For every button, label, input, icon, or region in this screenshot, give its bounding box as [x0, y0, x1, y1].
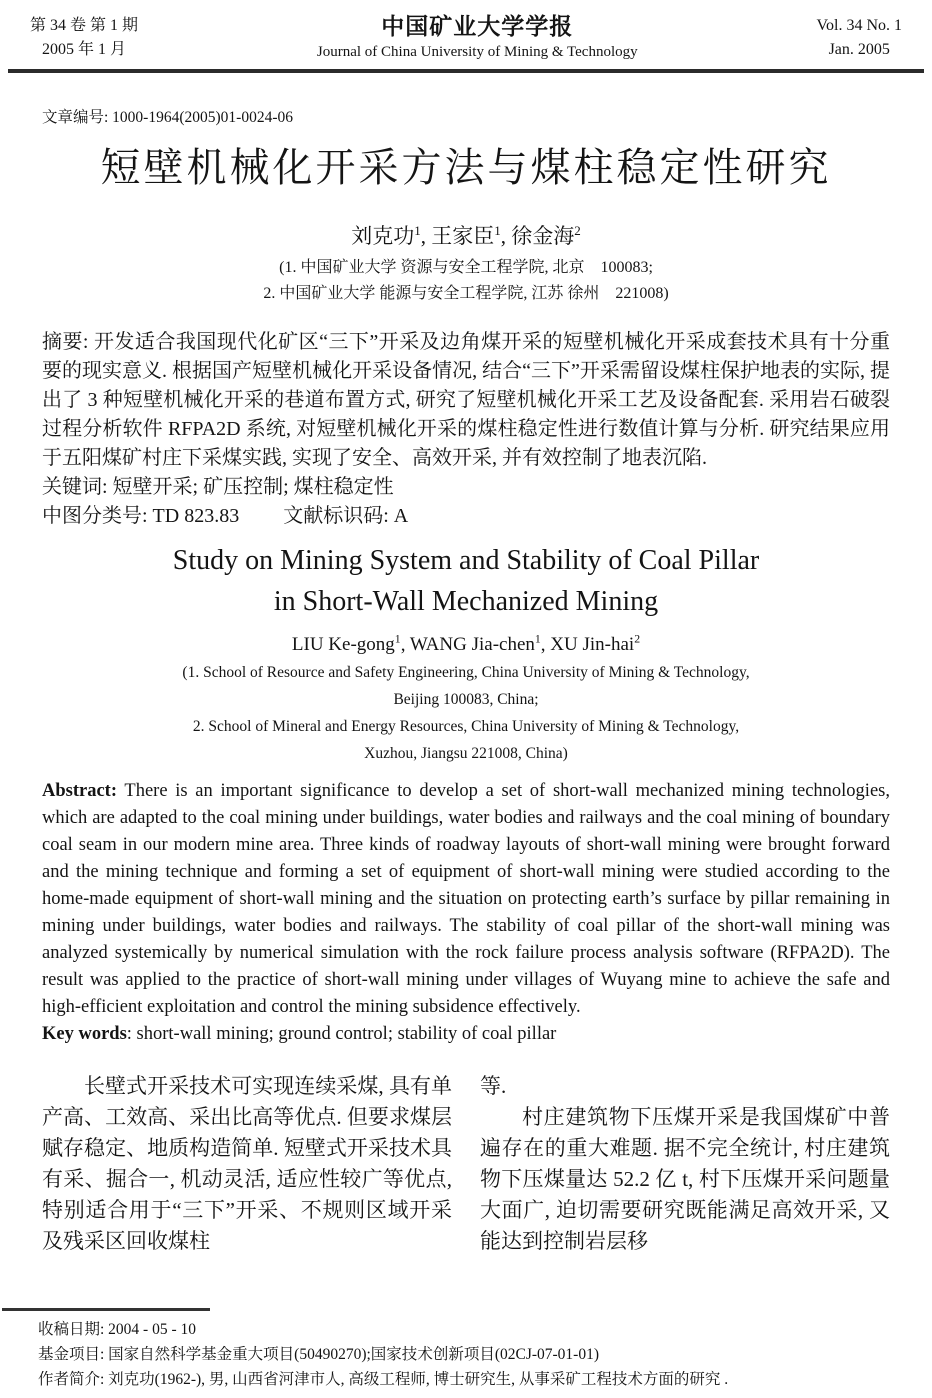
abstract-text-cn: 开发适合我国现代化矿区“三下”开采及边角煤开采的短壁机械化开采成套技术具有十分重要的现实意义. 根据国产短壁机械化开采设备情况, 结合“三下”开采需留设煤柱保护地表的实际, 提出了 3 种短壁机械化开采的巷道布置方式, 研究了短壁机械化开采工艺及设备配套. 采用岩石破裂过程分析软件 RFPA2D 系统, 对短壁机械化开采的煤柱稳定性进行数值计算与分析. 研究结果应用于五阳煤矿村庄下采煤实践, 实现了安全、高效开采, 并有效控制了地表沉陷. [42, 331, 890, 469]
date-cn: 2005 年 1 月 [42, 41, 127, 58]
affiliations-en [42, 659, 890, 767]
body-paragraph: 长壁式开采技术可实现连续采煤, 具有单产高、工效高、采出比高等优点. 但要求煤层赋存稳定、地质构造简单. 短壁式开采技术具有采、掘合一, 机动灵活, 适应性较广等优点, 特别适合用于“三下”开采、不规则区域开采及残采区回收煤柱 [42, 1074, 452, 1254]
keywords-text-en: : short-wall mining; ground control; stability of coal pillar [126, 1024, 557, 1045]
abstract-text-en: There is an important significance to develop a set of short-wall mechanized mining technologies, which are adapted to the coal mining under buildings, water bodies and railways and the coal mining of boundary coal seam in our modern mine area. Three kinds of roadway layouts of short-wall mining were brought forward and the mining technique and forming a set of equipment of short-wall mining were studied according to the home-made equipment of short-wall mining and the situation on protecting earth’s surface by pillar remaining in mining under buildings, water bodies and railways. The stability of coal pillar of the short-wall mining was analyzed systemically by numerical simulation with the rock failure process analysis software (RFPA2D). The result was applied to the practice of short-wall mining under villages of Wuyang mine to achieve the safe and high-efficient exploitation and control the mining subsidence effectively. [42, 781, 890, 1018]
abstract-en [42, 778, 890, 1021]
affiliation-en-line: Xuzhou, Jiangsu 221008, China) [364, 745, 568, 763]
author-en: LIU Ke-gong$^1$ [291, 633, 401, 656]
author-separator: , [400, 634, 410, 656]
author-affil-marker: 1 [414, 223, 421, 238]
author-affil-marker: 1 [534, 633, 541, 646]
keywords-en [42, 1021, 890, 1048]
paper-title-en-line1: Study on Mining System and Stability of Coal Pillar [172, 545, 760, 576]
document-code: 文献标识码: A [283, 505, 409, 527]
journal-header [0, 0, 932, 64]
paper-title-cn: 短壁机械化开采方法与煤柱稳定性研究 [100, 145, 832, 190]
authors-cn [42, 220, 890, 250]
body-paragraph-continuation: 等. [480, 1074, 507, 1099]
affiliation-en-line: 2. School of Mineral and Energy Resources, China University of Mining & Technology, [192, 718, 740, 736]
journal-title-block [138, 14, 816, 64]
footnote-area [0, 1308, 932, 1392]
volume-issue-cn: 第 34 卷 第 1 期 [30, 17, 139, 34]
header-volume-issue-cn [30, 14, 138, 62]
paper-title-en-line2: in Short-Wall Mechanized Mining [273, 586, 659, 617]
journal-title-cn: 中国矿业大学学报 [381, 14, 574, 39]
funding-project: 基金项目: 国家自然科学基金重大项目(50490270);国家技术创新项目(02CJ-07-01-01) [38, 1346, 599, 1363]
author-affil-marker: 1 [494, 223, 501, 238]
affiliation-cn-line: 2. 中国矿业大学 能源与安全工程学院, 江苏 徐州 221008) [263, 285, 669, 302]
author-bio: 作者简介: 刘克功(1962-), 男, 山西省河津市人, 高级工程师, 博士研究生, 从事采矿工程技术方面的研究 . [38, 1371, 729, 1388]
affiliations-cn [42, 255, 890, 307]
paper-title-en [42, 540, 890, 622]
author-separator: , [420, 224, 432, 248]
article-number: 文章编号: 1000-1964(2005)01-0024-06 [42, 109, 293, 126]
author-en: XU Jin-hai$^2$ [550, 633, 641, 656]
journal-title-en: Journal of China University of Mining & Technology [316, 44, 638, 60]
affiliation-en-line: Beijing 100083, China; [393, 691, 539, 709]
keywords-cn: 关键词: 短壁开采; 矿压控制; 煤柱稳定性 [42, 476, 394, 498]
keywords-label-en: Key words [42, 1024, 127, 1045]
received-date: 收稿日期: 2004 - 05 - 10 [38, 1321, 197, 1338]
clc-line [42, 502, 890, 531]
author-en: WANG Jia-chen$^1$ [409, 633, 541, 656]
footnote-text [0, 1311, 932, 1392]
author-affil-marker: 2 [574, 223, 581, 238]
clc-number: 中图分类号: TD 823.83 [42, 505, 240, 527]
affiliation-cn-line: (1. 中国矿业大学 资源与安全工程学院, 北京 100083; [279, 259, 653, 276]
body-paragraph: 村庄建筑物下压煤开采是我国煤矿中普遍存在的重大难题. 据不完全统计, 村庄建筑物下压煤量达 52.2 亿 t, 村下压煤开采问题量大面广, 迫切需要研究既能满足高效开采, 又能达到控制岩层移 [480, 1105, 890, 1254]
author-cn: 徐金海$^2$ [511, 223, 581, 248]
body-column-right [480, 1071, 890, 1257]
author-affil-marker: 2 [634, 633, 641, 646]
author-separator: , [500, 224, 512, 248]
author-separator: , [540, 634, 551, 656]
volume-issue-en: Vol. 34 No. 1 [816, 17, 902, 34]
abstract-label-cn: 摘要: [42, 331, 94, 353]
abstract-label-en: Abstract: [42, 781, 118, 802]
header-divider [8, 69, 924, 73]
affiliation-en-line: (1. School of Resource and Safety Engineering, China University of Mining & Technology, [182, 664, 750, 682]
author-cn: 刘克功$^1$ [351, 223, 421, 248]
date-en: Jan. 2005 [828, 41, 890, 58]
authors-en [42, 633, 890, 656]
body-column-left [42, 1071, 452, 1257]
header-volume-issue-en [817, 14, 903, 62]
article-content [0, 105, 932, 1257]
author-cn: 王家臣$^1$ [431, 223, 501, 248]
abstract-cn [42, 328, 890, 473]
body-columns [42, 1071, 890, 1257]
author-affil-marker: 1 [394, 633, 401, 646]
